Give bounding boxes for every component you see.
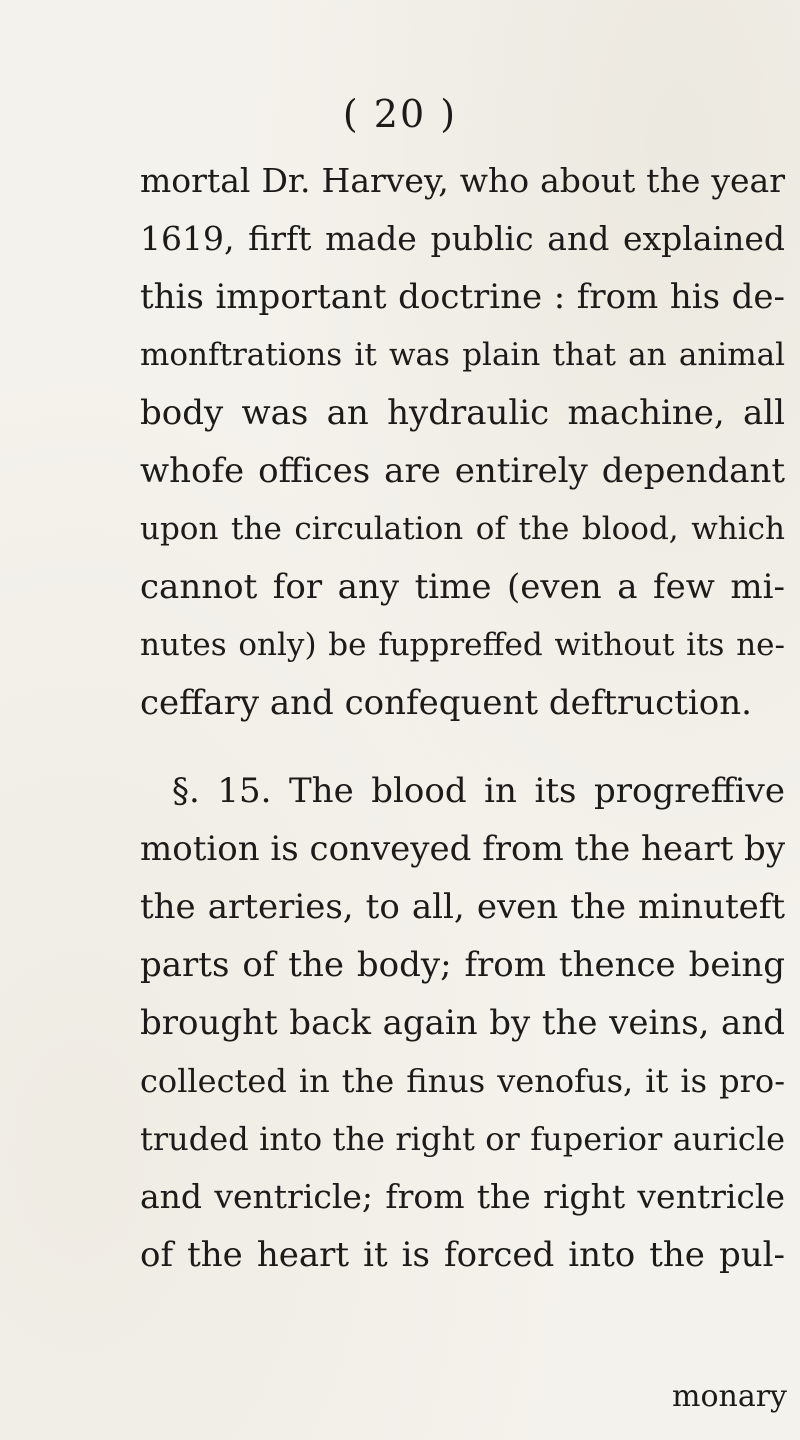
text-line: whofe offices are entirely dependant	[140, 451, 785, 491]
text-line: truded into the right or fuperior auricle	[140, 1120, 785, 1158]
text-line: cannot for any time (even a few mi-	[140, 567, 785, 607]
text-line: upon the circulation of the blood, which	[140, 511, 785, 547]
text-line: mortal Dr. Harvey, who about the year	[140, 161, 785, 200]
page-number: ( 20 )	[342, 92, 458, 136]
text-line: body was an hydraulic machine, all	[140, 393, 785, 433]
text-line: motion is conveyed from the heart by	[140, 829, 786, 869]
text-line: and ventricle; from the right ventricle	[140, 1177, 785, 1216]
text-line: brought back again by the veins, and	[140, 1003, 785, 1043]
text-line: this important doctrine : from his de-	[140, 277, 785, 317]
text-line: monftrations it was plain that an animal	[140, 337, 785, 373]
text-line: §. 15. The blood in its progreffive	[172, 771, 785, 811]
catchword: monary	[672, 1379, 788, 1414]
text-line: of the heart it is forced into the pul-	[140, 1235, 785, 1275]
text-line: ceffary and confequent deftruction.	[140, 683, 752, 723]
text-line: 1619, firft made public and explained	[140, 219, 785, 258]
text-line: the arteries, to all, even the minuteft	[140, 887, 785, 927]
text-line: parts of the body; from thence being	[140, 945, 785, 985]
text-line: collected in the finus venofus, it is pro-	[140, 1062, 785, 1100]
text-line: nutes only) be fuppreffed without its ne-	[140, 627, 785, 663]
